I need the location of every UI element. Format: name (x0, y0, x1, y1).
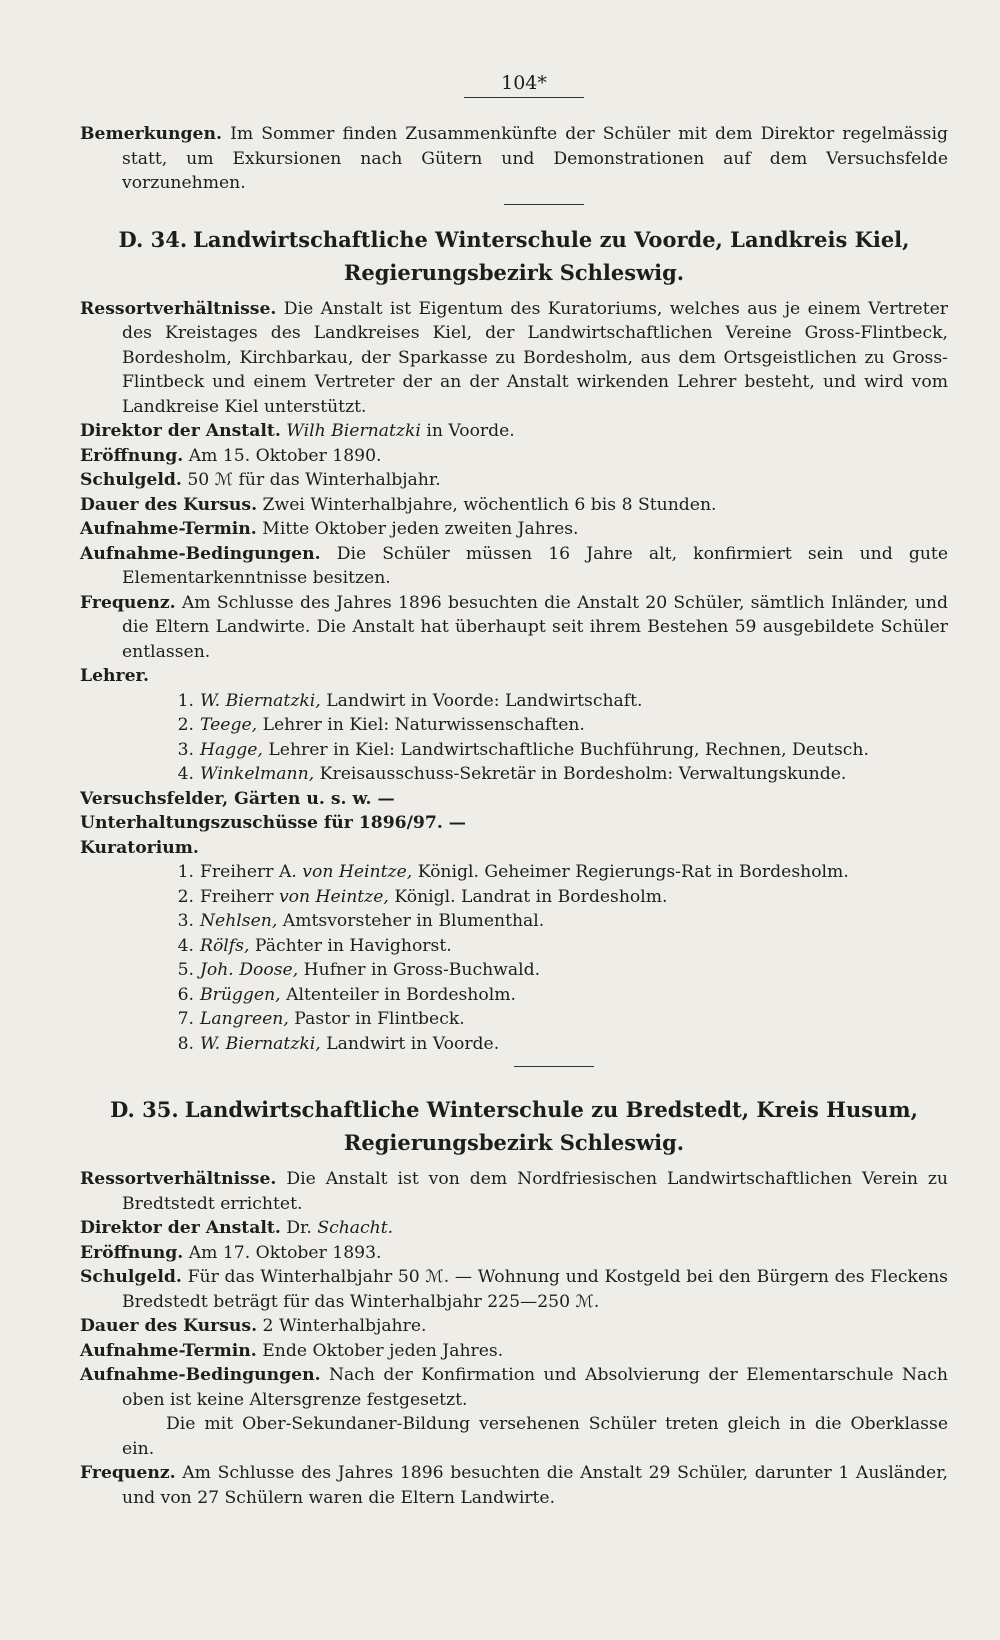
list-item: 7. Langreen, Pastor in Flintbeck. (177, 1009, 465, 1029)
s34-kuratorium-label: Kuratorium. (80, 837, 199, 858)
section-35-title: Landwirtschaftliche Winterschule zu Bredstedt, Kreis Husum, (184, 1097, 918, 1122)
s34-lehrer-label: Lehrer. (80, 666, 149, 686)
s34-ressort-label: Ressortverhältnisse. (80, 298, 277, 319)
s34-eroeffnung-label: Eröffnung. (80, 445, 184, 466)
s34-kuratorium-list (80, 860, 948, 1056)
s34-frequenz-label: Frequenz. (80, 592, 176, 613)
s34-zuschuesse-label: Unterhaltungszuschüsse für 1896/97. — (80, 813, 466, 833)
list-item: 6. Brüggen, Altenteiler in Bordesholm. (177, 984, 516, 1005)
s35-direktor (80, 1216, 948, 1241)
s34-dauer-text: Zwei Winterhalbjahre, wöchentlich 6 bis 8 Stunden. (262, 494, 717, 515)
s34-zuschuesse (80, 811, 948, 836)
s34-kuratorium-heading (80, 836, 948, 861)
list-item: 1. W. Biernatzki, Landwirt in Voorde: Landwirtschaft. (177, 690, 643, 711)
s34-bedingungen-label: Aufnahme-Bedingungen. (80, 543, 321, 564)
s34-frequenz (80, 591, 948, 665)
list-item: 1. Freiherr A. von Heintze, Königl. Geheimer Regierungs-Rat in Bordesholm. (177, 862, 849, 882)
section-35-title-line-1 (80, 1093, 948, 1126)
page-number: 104* (501, 72, 547, 94)
section-35-heading (80, 1093, 948, 1159)
s35-bedingungen-continued: Die mit Ober-Sekundaner-Bildung versehenen Schüler treten gleich in die Oberklasse ein. (122, 1414, 948, 1459)
s34-direktor-name: Wilh Biernatzki (286, 421, 421, 441)
s35-eroeffnung (80, 1241, 948, 1266)
list-item: 2. Freiherr von Heintze, Königl. Landrat in Bordesholm. (177, 886, 668, 907)
header-rule (464, 97, 584, 98)
list-item: 2. Teege, Lehrer in Kiel: Naturwissenschaften. (177, 715, 585, 735)
s34-direktor-rest: in Voorde. (426, 421, 515, 441)
section-34-heading (80, 223, 948, 289)
section-rule (514, 1066, 594, 1067)
list-item: 8. W. Biernatzki, Landwirt in Voorde. (177, 1033, 500, 1054)
list-item: 3. Hagge, Lehrer in Kiel: Landwirtschaftliche Buchführung, Rechnen, Deutsch. (177, 739, 869, 760)
s34-bedingungen (80, 542, 948, 591)
s34-dauer-label: Dauer des Kursus. (80, 494, 258, 515)
s35-frequenz (80, 1461, 948, 1510)
s34-dauer (80, 493, 948, 518)
s35-direktor-title: Dr. (286, 1218, 312, 1238)
s35-direktor-name: Schacht. (317, 1218, 394, 1238)
s35-schulgeld-label: Schulgeld. (80, 1267, 182, 1287)
s35-dauer (80, 1314, 948, 1339)
section-35-title-line-2: Regierungsbezirk Schleswig. (343, 1130, 685, 1155)
remarks-label: Bemerkungen. (80, 124, 222, 144)
s35-direktor-label: Direktor der Anstalt. (80, 1218, 281, 1238)
s35-termin (80, 1339, 948, 1364)
s35-eroeffnung-label: Eröffnung. (80, 1242, 184, 1263)
s35-ressort-label: Ressortverhältnisse. (80, 1169, 277, 1189)
s34-lehrer-list (80, 689, 948, 787)
remarks-text: Im Sommer finden Zusammenkünfte der Schüler mit dem Direktor regelmässig statt, um Exkursionen nach Gütern und Demonstrationen auf dem Versuchsfelde vorzunehmen. (122, 124, 948, 193)
s34-ressort-text: Die Anstalt ist Eigentum des Kuratoriums, welches aus je einem Vertreter des Kreistages des Landkreises Kiel, der Landwirtschaftlichen Vereine Gross-Flintbeck, Bordesholm, Kirchbarkau, der Sparkasse zu Bordesholm, aus dem Ortsgeistlichen zu Gross-Flintbeck und einem Vertreter der an der Anstalt wirkenden Lehrer besteht, und wird vom Landkreise Kiel unterstützt. (122, 298, 949, 417)
s34-schulgeld-label: Schulgeld. (80, 470, 182, 490)
s35-bedingungen (80, 1363, 948, 1412)
s34-versuchsfelder-label: Versuchsfelder, Gärten u. s. w. — (80, 788, 395, 809)
section-35-number: D. 35. (110, 1097, 179, 1122)
s34-frequenz-text: Am Schlusse des Jahres 1896 besuchten die Anstalt 20 Schüler, sämtlich Inländer, und die Eltern Landwirte. Die Anstalt hat überhaupt seit ihrem Bestehen 59 ausgebildete Schüler entlassen. (122, 592, 948, 662)
s35-termin-label: Aufnahme-Termin. (80, 1340, 257, 1361)
s34-schulgeld (80, 468, 948, 493)
s35-termin-text: Ende Oktober jeden Jahres. (262, 1340, 504, 1361)
list-item: 5. Joh. Doose, Hufner in Gross-Buchwald. (177, 960, 541, 980)
s35-schulgeld (80, 1265, 948, 1314)
s34-termin-label: Aufnahme-Termin. (80, 519, 257, 539)
s34-schulgeld-text: 50 ℳ für das Winterhalbjahr. (187, 470, 441, 490)
s34-direktor-label: Direktor der Anstalt. (80, 421, 281, 441)
s35-dauer-label: Dauer des Kursus. (80, 1316, 258, 1336)
s34-versuchsfelder (80, 787, 948, 812)
s35-bedingungen-text: Nach der Konfirmation und Absolvierung der Elementarschule Nach oben ist keine Altersgrenze festgesetzt. (122, 1365, 949, 1410)
s35-ressort-text: Die Anstalt ist von dem Nordfriesischen Landwirtschaftlichen Verein zu Bredtstedt errichtet. (122, 1169, 948, 1214)
section-rule (504, 204, 584, 205)
s35-ressort (80, 1167, 948, 1216)
s34-direktor (80, 419, 948, 444)
intro-remarks (80, 122, 948, 196)
s34-bedingungen-text: Die Schüler müssen 16 Jahre alt, konfirmiert sein und gute Elementarkenntnisse besitzen. (122, 543, 949, 588)
list-item: 4. Rölfs, Pächter in Havighorst. (177, 935, 452, 956)
s35-schulgeld-text: Für das Winterhalbjahr 50 ℳ. — Wohnung und Kostgeld bei den Bürgern des Fleckens Bredstedt beträgt für das Winterhalbjahr 225—250 ℳ. (122, 1267, 949, 1312)
s34-eroeffnung (80, 444, 948, 469)
s35-eroeffnung-text: Am 17. Oktober 1893. (188, 1242, 382, 1263)
list-item: 3. Nehlsen, Amtsvorsteher in Blumenthal. (177, 911, 545, 931)
s35-frequenz-text: Am Schlusse des Jahres 1896 besuchten die Anstalt 29 Schüler, darunter 1 Ausländer, und von 27 Schülern waren die Eltern Landwirte. (122, 1463, 948, 1508)
s35-bedingungen-label: Aufnahme-Bedingungen. (80, 1365, 321, 1385)
section-34-title-line-2: Regierungsbezirk Schleswig. (343, 259, 685, 285)
list-item: 4. Winkelmann, Kreisausschuss-Sekretär in Bordesholm: Verwaltungskunde. (177, 764, 847, 784)
s34-termin (80, 517, 948, 542)
s34-eroeffnung-text: Am 15. Oktober 1890. (188, 445, 382, 466)
s34-ressort (80, 297, 948, 420)
section-34-title: Landwirtschaftliche Winterschule zu Voorde, Landkreis Kiel, (193, 226, 910, 252)
s35-frequenz-label: Frequenz. (80, 1463, 176, 1483)
section-34-title-line-1 (80, 223, 948, 256)
section-34-number: D. 34. (118, 226, 188, 252)
s35-dauer-text: 2 Winterhalbjahre. (262, 1316, 427, 1336)
s34-lehrer-heading (80, 664, 948, 689)
s34-termin-text: Mitte Oktober jeden zweiten Jahres. (262, 519, 579, 539)
